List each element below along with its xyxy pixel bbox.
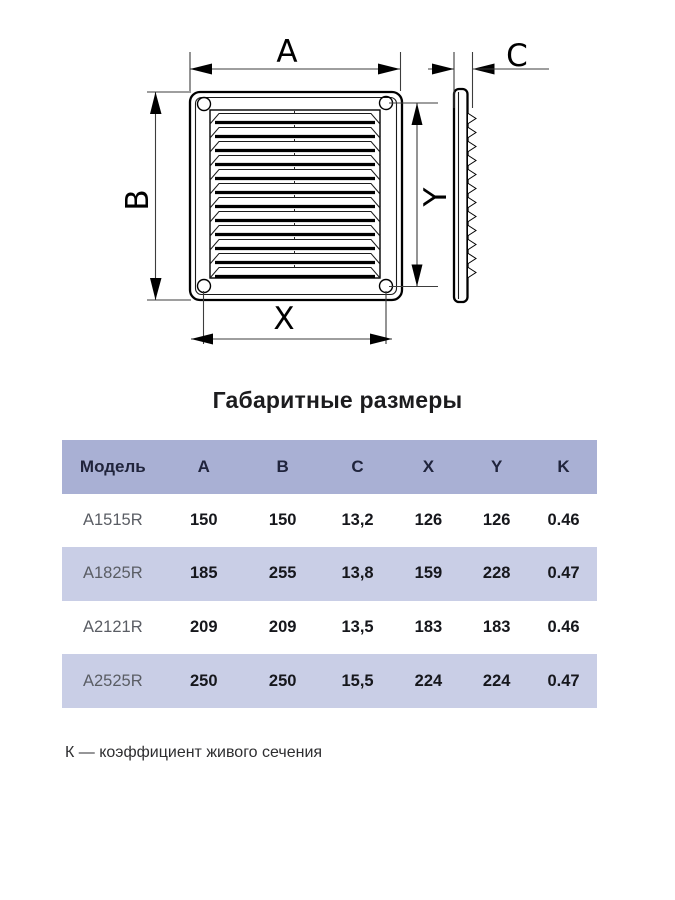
cell-y: 228 (482, 564, 511, 583)
dim-label-b: B (120, 189, 156, 211)
side-view-louver-teeth (468, 113, 477, 278)
cell-k: 0.46 (547, 618, 580, 637)
table-row (62, 494, 597, 548)
cell-c: 13,5 (341, 618, 374, 637)
dim-label-c: C (506, 38, 528, 74)
cell-b: 209 (268, 618, 297, 637)
cell-model: A2525R (83, 671, 143, 690)
cell-c: 13,8 (341, 564, 374, 583)
cell-c: 13,2 (341, 510, 374, 529)
cell-x: 224 (414, 671, 443, 690)
cell-y: 126 (482, 510, 511, 529)
col-header-b: B (276, 456, 289, 476)
dim-label-x: X (273, 301, 295, 337)
cell-k: 0.46 (547, 510, 580, 529)
cell-a: 209 (190, 618, 218, 637)
cell-x: 126 (414, 510, 443, 529)
cell-a: 250 (190, 671, 218, 690)
table-row (62, 547, 597, 601)
table-row (62, 601, 597, 655)
dimension-drawing (0, 0, 675, 375)
cell-model: A1515R (83, 510, 143, 529)
col-header-x: X (422, 456, 435, 476)
cell-k: 0.47 (547, 671, 580, 690)
dimensions-table (62, 440, 597, 708)
table-header-row (62, 440, 597, 494)
cell-b: 255 (268, 564, 297, 583)
col-header-k: K (557, 456, 570, 476)
dimension-a (190, 34, 401, 91)
cell-model: A2121R (83, 618, 143, 637)
dim-label-a: A (276, 34, 298, 70)
cell-a: 150 (190, 510, 218, 529)
cell-b: 150 (268, 510, 297, 529)
cell-y: 224 (482, 671, 511, 690)
section-title: Габаритные размеры (212, 387, 463, 413)
cell-c: 15,5 (341, 671, 374, 690)
col-header-y: Y (490, 456, 503, 476)
col-header-a: A (197, 456, 210, 476)
table-row (62, 654, 597, 708)
footnote-k-coefficient: К — коэффициент живого сечения (65, 744, 323, 761)
cell-b: 250 (268, 671, 297, 690)
side-view (454, 89, 476, 302)
col-header-model: Модель (79, 456, 146, 476)
col-header-c: C (351, 456, 364, 476)
cell-k: 0.47 (547, 564, 580, 583)
cell-x: 159 (414, 564, 443, 583)
cell-x: 183 (414, 618, 443, 637)
front-view (190, 92, 402, 300)
dimension-b (120, 92, 191, 300)
cell-model: A1825R (83, 564, 143, 583)
cell-y: 183 (482, 618, 511, 637)
cell-a: 185 (190, 564, 218, 583)
grille-drawing-svg (0, 0, 675, 375)
dim-label-y: Y (418, 187, 454, 207)
dimension-c (428, 38, 549, 108)
